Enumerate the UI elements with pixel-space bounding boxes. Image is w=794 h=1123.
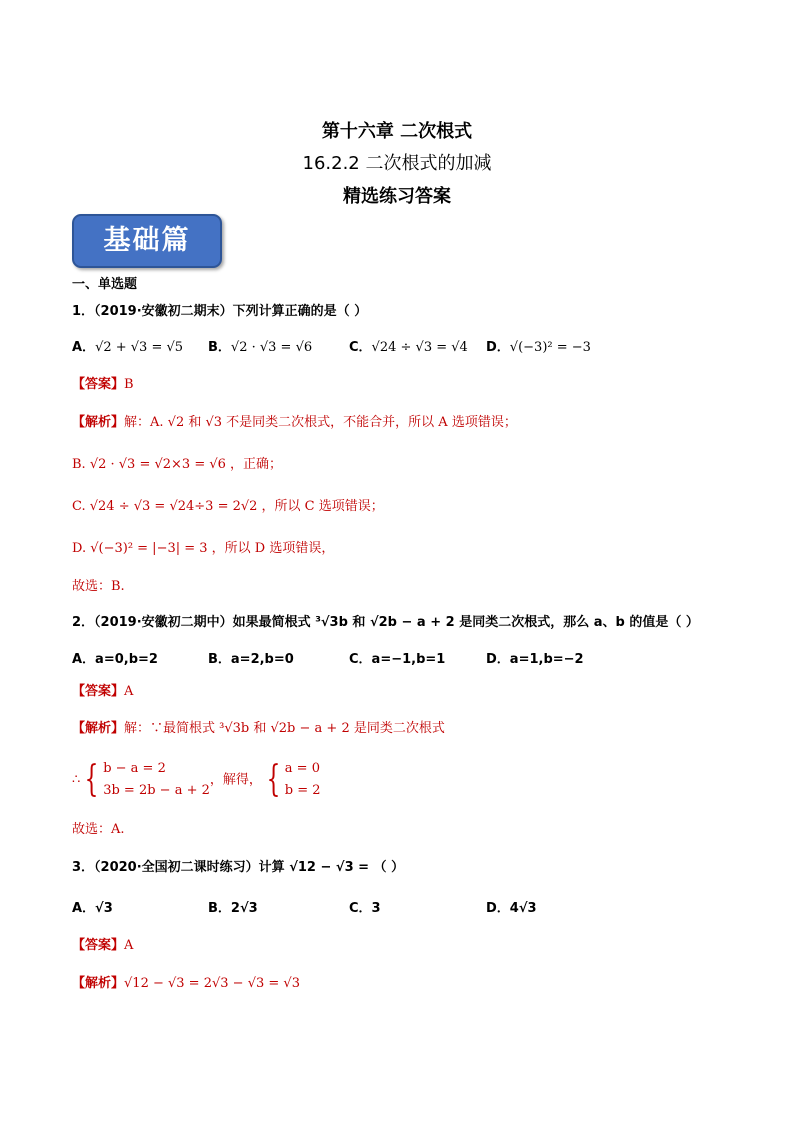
q1-stem: 1．（2019·安徽初二期末）下列计算正确的是（ ） xyxy=(72,304,368,319)
q2-option-b: B．a=2,b=0 xyxy=(208,652,294,667)
q2-option-d: D．a=1,b=−2 xyxy=(486,652,584,667)
q1-option-b: B．√2 · √3 = √6 xyxy=(208,340,313,355)
level-badge: 基础篇 xyxy=(72,214,222,268)
q3-analysis: 【解析】√12 − √3 = 2√3 − √3 = √3 xyxy=(72,976,300,991)
q1-analysis-c: C. √24 ÷ √3 = √24÷3 = 2√2 ，所以 C 选项错误； xyxy=(72,499,384,514)
subtitle: 精选练习答案 xyxy=(343,186,451,207)
chapter-title: 第十六章 二次根式 xyxy=(321,121,473,142)
q3-answer: 【答案】A xyxy=(72,938,134,953)
q2-analysis: 【解析】解：∵最简根式 ³√3b 和 √2b − a + 2 是同类二次根式 xyxy=(72,721,445,736)
q2-stem: 2．（2019·安徽初二期中）如果最简根式 ³√3b 和 √2b − a + 2 是同类二次根式，那么 a、b 的值是（ ） xyxy=(72,615,699,630)
q1-option-a: A．√2 + √3 = √5 xyxy=(72,340,184,355)
left-brace-icon: { xyxy=(84,759,99,800)
q1-answer: 【答案】B xyxy=(72,377,134,392)
q1-option-c: C．√24 ÷ √3 = √4 xyxy=(349,340,468,355)
q1-option-d: D．√(−3)² = −3 xyxy=(486,340,591,355)
q2-option-c: C．a=−1,b=1 xyxy=(349,652,446,667)
q1-analysis-b: B. √2 · √3 = √2×3 = √6 ，正确； xyxy=(72,457,283,472)
q2-solution: a = 0 b = 2 xyxy=(284,761,321,798)
q1-analysis-d: D. √(−3)² = |−3| = 3 ，所以 D 选项错误， xyxy=(72,541,335,556)
q2-option-a: A．a=0,b=2 xyxy=(72,652,158,667)
q1-choose: 故选：B. xyxy=(72,579,125,594)
section-title: 16.2.2 二次根式的加减 xyxy=(302,153,492,174)
part-heading: 一、单选题 xyxy=(72,277,138,292)
q2-choose: 故选：A. xyxy=(72,822,125,837)
q3-option-d: D．4√3 xyxy=(486,901,537,916)
q2-answer: 【答案】A xyxy=(72,684,134,699)
left-brace-icon: { xyxy=(266,759,281,800)
q3-stem: 3．（2020·全国初二课时练习）计算 √12 − √3 = （ ） xyxy=(72,860,405,875)
q3-option-b: B．2√3 xyxy=(208,901,258,916)
q3-option-c: C．3 xyxy=(349,901,381,916)
q2-system: ∴ { b − a = 2 3b = 2b − a + 2，解得， { a = 0 b = 2 xyxy=(72,759,321,800)
q2-equations: b − a = 2 3b = 2b − a + 2 xyxy=(103,761,210,798)
q1-analysis-a: 【解析】解：A. √2 和 √3 不是同类二次根式，不能合并，所以 A 选项错误； xyxy=(72,415,517,430)
q3-option-a: A．√3 xyxy=(72,901,113,916)
